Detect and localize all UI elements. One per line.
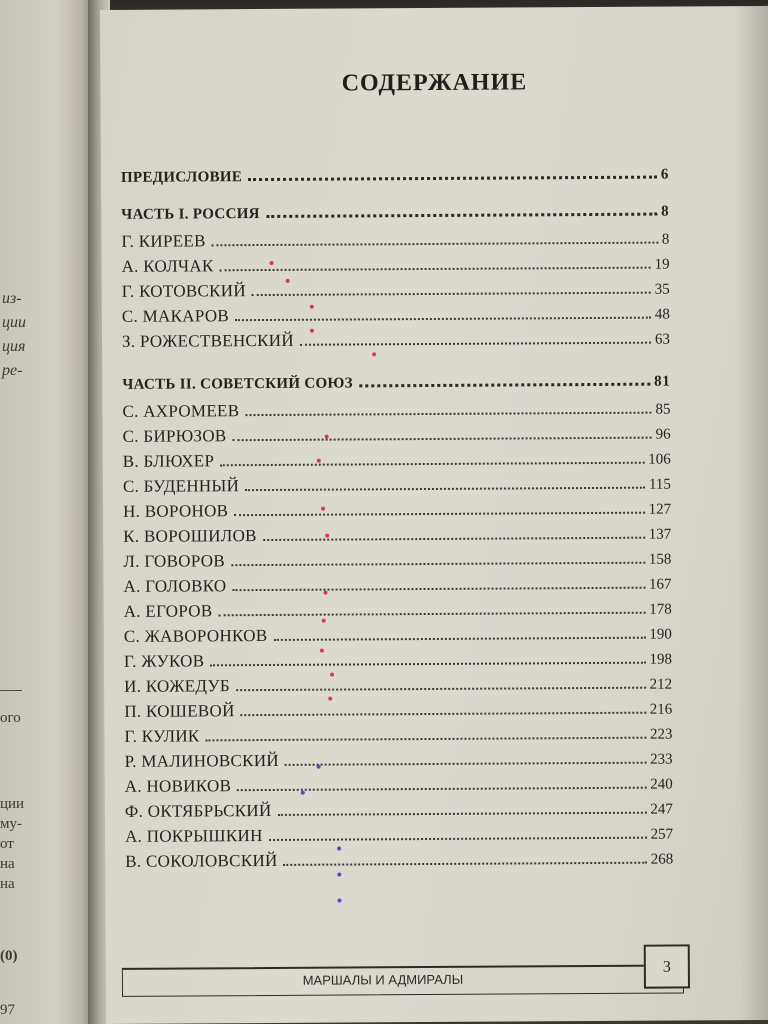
toc-entry <box>123 499 671 527</box>
left-page-text-fragment: ции <box>2 314 26 331</box>
toc-entry <box>124 699 672 727</box>
toc-entry-page: 216 <box>649 701 673 718</box>
pen-mark <box>317 459 321 463</box>
toc-entry <box>125 774 673 802</box>
toc-entry-label: Н. ВОРОНОВ <box>123 501 229 521</box>
dot-leader <box>234 512 644 517</box>
toc-entry-label: Р. МАЛИНОВСКИЙ <box>124 750 280 771</box>
dot-leader <box>220 462 644 467</box>
toc-part-page: 8 <box>661 203 670 220</box>
pen-mark <box>325 435 329 439</box>
toc-entry-page: 48 <box>654 306 670 323</box>
toc-entry <box>124 649 672 677</box>
toc-entry-label: А. ГОЛОВКО <box>123 576 227 596</box>
toc-entry-label: Г. КОТОВСКИЙ <box>121 281 246 301</box>
pen-mark <box>330 673 334 677</box>
pen-mark <box>372 352 376 356</box>
toc-entry-label: С. ЖАВОРОНКОВ <box>123 625 268 646</box>
toc-entry <box>123 424 671 452</box>
dot-leader <box>300 342 651 346</box>
toc-entry-label: Г. ЖУКОВ <box>123 651 205 671</box>
toc-entry <box>123 574 671 602</box>
toc-entry-label: ПРЕДИСЛОВИЕ <box>120 169 243 186</box>
toc-entry <box>123 524 671 552</box>
left-page-text-fragment: 97 <box>0 1002 15 1018</box>
page-number-box <box>644 944 690 988</box>
dot-leader <box>235 317 651 322</box>
left-page-text-fragment: от <box>0 836 14 852</box>
toc-entry-page: 115 <box>648 476 671 493</box>
toc-entry-label: А. НОВИКОВ <box>124 776 232 796</box>
toc-entry-page: 257 <box>650 826 674 843</box>
left-page-text-fragment: на <box>0 876 15 892</box>
toc-part-label: ЧАСТЬ I. РОССИЯ <box>121 206 260 223</box>
toc-entry <box>124 599 672 627</box>
toc-entry-label: А. КОЛЧАК <box>121 256 214 276</box>
dot-leader <box>241 712 646 716</box>
toc-entry-page: 137 <box>648 526 672 543</box>
toc-entry <box>122 304 670 332</box>
toc-part-label: ЧАСТЬ II. СОВЕТСКИЙ СОЮЗ <box>122 375 353 393</box>
dot-leader <box>359 383 650 388</box>
pen-mark <box>310 305 314 309</box>
toc-entry-page: 223 <box>649 726 673 743</box>
toc-part-heading <box>121 204 669 232</box>
dot-leader <box>266 213 657 218</box>
dot-leader <box>210 662 645 667</box>
toc-entry-page: 96 <box>655 426 671 443</box>
toc-entry-label: И. КОЖЕДУБ <box>124 676 230 696</box>
left-page-text-fragment: ого <box>0 710 21 726</box>
toc-entry-page: 63 <box>654 331 671 348</box>
toc-part-page: 81 <box>654 373 671 390</box>
dot-leader <box>237 787 646 791</box>
left-page <box>0 0 92 1024</box>
toc-entry <box>124 624 672 652</box>
toc-entry <box>123 474 671 502</box>
toc-entry-page: 247 <box>650 801 673 818</box>
dot-leader <box>285 762 646 766</box>
dot-leader <box>263 537 645 541</box>
toc-entry-page: 106 <box>648 451 671 468</box>
toc-entry <box>122 399 670 427</box>
dot-leader <box>278 812 647 816</box>
toc-entry-label: С. БУДЕННЫЙ <box>122 476 240 496</box>
dot-leader <box>245 412 651 416</box>
dot-leader <box>248 176 657 181</box>
pen-mark <box>322 619 326 623</box>
toc-entry-label: А. ПОКРЫШКИН <box>124 826 263 846</box>
toc-part-heading <box>122 374 670 402</box>
toc-entry-label: Л. ГОВОРОВ <box>123 551 226 571</box>
toc-entry <box>125 824 673 852</box>
toc-entry-page: 158 <box>648 551 672 568</box>
toc-entry <box>123 449 671 477</box>
toc-entry <box>125 749 673 777</box>
pen-mark <box>328 697 332 701</box>
toc-entry-label: П. КОШЕВОЙ <box>124 701 235 721</box>
footer-book-title: МАРШАЛЫ И АДМИРАЛЫ <box>302 971 464 988</box>
toc-entry-label: А. ЕГОРОВ <box>123 601 213 621</box>
page-number: 3 <box>662 958 671 976</box>
toc-entry <box>124 724 672 752</box>
pen-mark <box>321 507 325 511</box>
dot-leader <box>236 687 646 692</box>
toc-entry <box>123 549 671 577</box>
pen-mark <box>320 649 324 653</box>
table-of-contents <box>121 167 673 877</box>
toc-entry-label: С. АХРОМЕЕВ <box>122 401 240 421</box>
left-page-text-fragment: ре- <box>2 362 23 379</box>
pen-mark <box>317 765 321 769</box>
toc-entry <box>125 799 673 827</box>
dot-leader <box>233 437 652 442</box>
toc-entry-label: В. СОКОЛОВСКИЙ <box>125 850 278 871</box>
toc-entry-label: К. ВОРОШИЛОВ <box>123 526 257 546</box>
toc-entry-label: З. РОЖЕСТВЕНСКИЙ <box>121 330 294 351</box>
pen-mark <box>301 791 305 795</box>
toc-entry-page: 268 <box>650 851 674 868</box>
left-page-text-fragment: му- <box>0 816 22 832</box>
running-footer <box>122 964 684 996</box>
toc-entry <box>124 674 672 702</box>
toc-entry-page: 190 <box>649 626 672 643</box>
pen-mark <box>270 261 274 265</box>
dot-leader <box>212 242 658 247</box>
pen-mark <box>310 329 314 333</box>
pen-mark <box>337 899 341 903</box>
toc-entry-preface <box>121 167 669 195</box>
pen-mark <box>325 534 329 538</box>
toc-entry-page: 240 <box>650 776 673 793</box>
toc-entry <box>122 254 670 282</box>
toc-entry-label: Г. КИРЕЕВ <box>121 231 206 251</box>
toc-entry-page: 19 <box>654 256 670 273</box>
pen-mark <box>337 847 341 851</box>
page-shadow <box>734 6 768 1020</box>
pen-mark <box>324 591 328 595</box>
left-page-rule <box>0 690 22 691</box>
toc-entry-page: 178 <box>649 601 672 618</box>
left-page-text-fragment: на <box>0 856 15 872</box>
toc-entry-page: 167 <box>648 576 672 593</box>
dot-leader <box>269 837 647 841</box>
toc-entry <box>122 279 670 307</box>
dot-leader <box>219 612 646 617</box>
toc-entry-page: 198 <box>649 651 673 668</box>
dot-leader <box>220 267 651 272</box>
dot-leader <box>273 637 645 641</box>
toc-entry-label: С. МАКАРОВ <box>121 306 230 326</box>
pen-mark <box>337 873 341 877</box>
toc-entry-page: 6 <box>660 166 670 183</box>
toc-entry <box>121 229 669 257</box>
toc-entry-page: 127 <box>648 501 672 518</box>
toc-entry-label: Ф. ОКТЯБРЬСКИЙ <box>124 800 272 821</box>
toc-entry-label: С. БИРЮЗОВ <box>122 426 227 446</box>
toc-entry-label: В. БЛЮХЕР <box>122 451 215 471</box>
left-page-text-fragment: ция <box>2 338 26 355</box>
dot-leader <box>206 737 646 742</box>
dot-leader <box>231 562 645 567</box>
dot-leader <box>252 292 651 296</box>
toc-entry <box>122 329 670 357</box>
toc-entry-page: 212 <box>649 676 673 693</box>
dot-leader <box>245 487 645 491</box>
left-page-text-fragment: ции <box>0 796 25 812</box>
page-title: СОДЕРЖАНИЕ <box>341 69 528 97</box>
toc-entry-page: 233 <box>650 751 673 768</box>
toc-entry-label: Г. КУЛИК <box>124 726 200 746</box>
toc-entry <box>125 849 673 877</box>
toc-entry-page: 8 <box>661 231 670 248</box>
dot-leader <box>284 862 647 866</box>
dot-leader <box>232 587 645 592</box>
contents-page <box>100 6 768 1024</box>
left-page-text-fragment: (0) <box>0 948 18 964</box>
pen-mark <box>286 279 290 283</box>
left-page-text-fragment: из- <box>2 290 22 307</box>
toc-entry-page: 85 <box>655 401 671 418</box>
toc-entry-page: 35 <box>654 281 670 298</box>
